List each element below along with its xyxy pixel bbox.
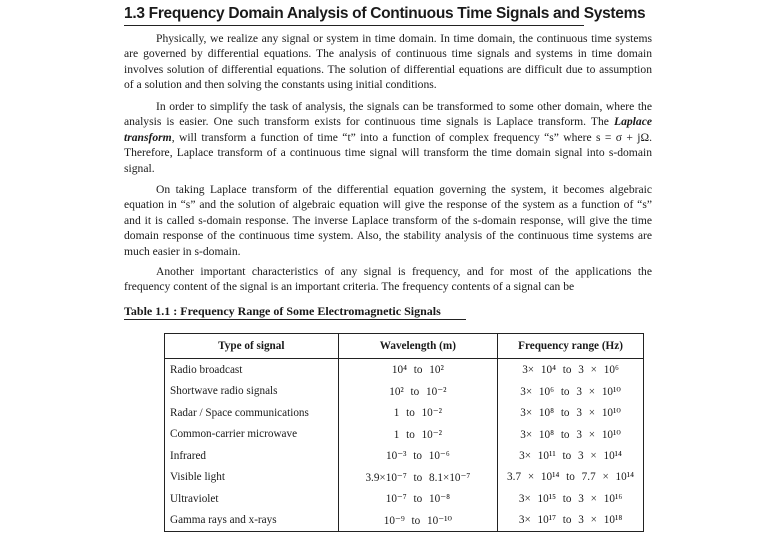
frequency-cell: 3× 10¹¹ to 3 × 10¹⁴: [498, 445, 644, 467]
wavelength-cell: 1 to 10⁻²: [338, 424, 497, 446]
column-header-type: Type of signal: [165, 334, 339, 359]
frequency-cell: 3× 10⁸ to 3 × 10¹⁰: [498, 424, 644, 446]
frequency-range-table: [164, 333, 644, 532]
signal-type-cell: Common-carrier microwave: [165, 424, 339, 446]
frequency-cell: 3× 10⁶ to 3 × 10¹⁰: [498, 381, 644, 403]
table-row: [165, 381, 644, 403]
wavelength-cell: 10² to 10⁻²: [338, 381, 497, 403]
wavelength-cell: 10⁴ to 10²: [338, 359, 497, 381]
signal-type-cell: Gamma rays and x-rays: [165, 510, 339, 532]
frequency-cell: 3× 10¹⁵ to 3 × 10¹⁶: [498, 488, 644, 510]
signal-type-cell: Visible light: [165, 467, 339, 489]
wavelength-cell: 10⁻⁷ to 10⁻⁸: [338, 488, 497, 510]
paragraph-1: [124, 31, 652, 93]
signal-type-cell: Radio broadcast: [165, 359, 339, 381]
table-row: [165, 445, 644, 467]
table-row: [165, 359, 644, 381]
frequency-cell: 3× 10⁴ to 3 × 10⁶: [498, 359, 644, 381]
wavelength-cell: 10⁻³ to 10⁻⁶: [338, 445, 497, 467]
paragraph-1-text: Physically, we realize any signal or system in time domain. In time domain, the continuous time systems are governed by differential equations. The analysis of continuous time signals and systems in time domain involves solution of differential equations. The solution of differential equations are difficult due to assumption of a solution and then solving the constants using initial conditions.: [124, 32, 652, 92]
paragraph-2-text-a: In order to simplify the task of analysis, the signals can be transformed to some other domain, where the analysis is easier. One such transform exists for continuous time signals is Laplace transform. The: [124, 100, 652, 129]
paragraph-2-text-b: , will transform a function of time “t” into a function of complex frequency “s” where s = σ + jΩ. Therefore, Laplace transform of a continuous time signal will transform the time domain signal into s-domain signal.: [124, 130, 652, 175]
frequency-cell: 3.7 × 10¹⁴ to 7.7 × 10¹⁴: [498, 467, 644, 489]
paragraph-4: [124, 264, 652, 295]
table-header-row: [165, 334, 644, 359]
table-row: [165, 467, 644, 489]
paragraph-3-text: On taking Laplace transform of the differential equation governing the system, it becomes algebraic equation in “s” and the solution of algebraic equation will give the response of the system as a function of “s” and it is called s-domain response. The inverse Laplace transform of the s-domain response, will give the time domain response of the continuous time system. Also, the stability analysis of the continuous time systems are much easier in s-domain.: [124, 183, 652, 258]
paragraph-3: [124, 182, 652, 259]
wavelength-cell: 1 to 10⁻²: [338, 402, 497, 424]
signal-type-cell: Radar / Space communications: [165, 402, 339, 424]
table-row: [165, 510, 644, 532]
column-header-wavelength: Wavelength (m): [338, 334, 497, 359]
signal-type-cell: Ultraviolet: [165, 488, 339, 510]
table-row: [165, 402, 644, 424]
laplace-transform-term: Laplace transform: [124, 115, 652, 144]
paragraph-4-text: Another important characteristics of any signal is frequency, and for most of the applications the frequency content of the signal is an important criteria. The frequency contents of a signal can be: [124, 265, 652, 294]
frequency-cell: 3× 10⁸ to 3 × 10¹⁰: [498, 402, 644, 424]
table-row: [165, 424, 644, 446]
wavelength-cell: 10⁻⁹ to 10⁻¹⁰: [338, 510, 497, 532]
signal-type-cell: Infrared: [165, 445, 339, 467]
table-title: Table 1.1 : Frequency Range of Some Electromagnetic Signals: [124, 303, 466, 320]
section-heading: 1.3 Frequency Domain Analysis of Continuous Time Signals and Systems: [124, 4, 584, 26]
signal-type-cell: Shortwave radio signals: [165, 381, 339, 403]
table-row: [165, 488, 644, 510]
wavelength-cell: 3.9×10⁻⁷ to 8.1×10⁻⁷: [338, 467, 497, 489]
column-header-frequency: Frequency range (Hz): [498, 334, 644, 359]
frequency-cell: 3× 10¹⁷ to 3 × 10¹⁸: [498, 510, 644, 532]
paragraph-2: [124, 99, 652, 176]
